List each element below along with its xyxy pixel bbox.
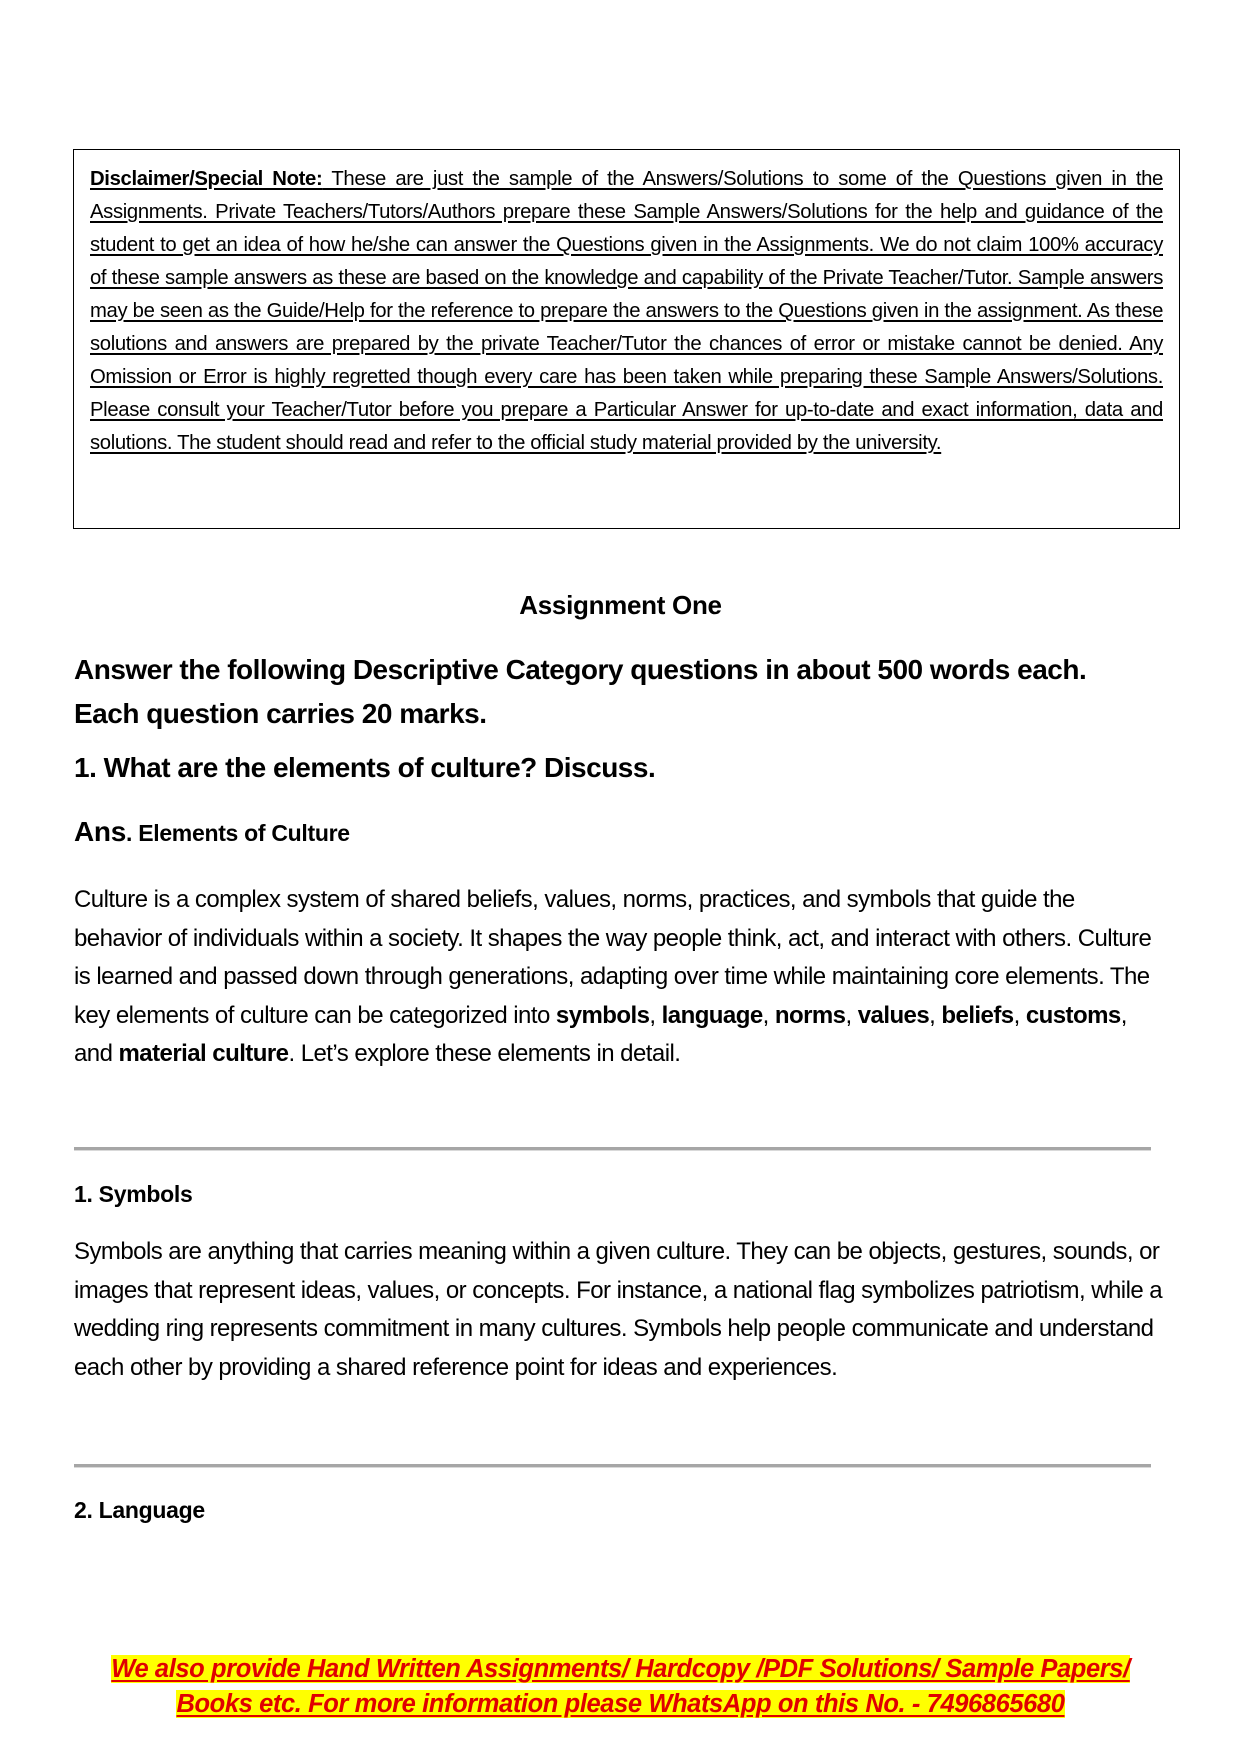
term-symbols: symbols (555, 1001, 650, 1029)
term-language: language (661, 1001, 763, 1029)
separator: , and (74, 1001, 1127, 1067)
section-heading-language: 2. Language (74, 1497, 205, 1523)
answer-title: Elements of Culture (138, 820, 350, 846)
promo-line-2: Books etc. For more information please WhatsApp on this No. - 7496865680 (176, 1690, 1065, 1718)
answer-prefix: Ans (74, 816, 126, 847)
intro-text-end: . Let’s explore these elements in detail. (288, 1040, 681, 1067)
separator: , (649, 1001, 662, 1029)
answer-heading (74, 816, 350, 848)
disclaimer-label: Disclaimer/Special Note: (90, 168, 323, 190)
section-divider (74, 1464, 1151, 1468)
assignment-title: Assignment One (519, 590, 722, 620)
intro-text: Culture is a complex system of shared beliefs, values, norms, practices, and symbols that guide the behavior of individuals within a society. It shapes the way people think, act, and interact with others. Culture is learned and passed down through generations, adapting over time while maintaining core elements. The key elements of culture can be categorized into (74, 886, 1152, 1029)
section-body-symbols: Symbols are anything that carries meaning within a given culture. They can be objects, gestures, sounds, or images that represent ideas, values, or concepts. For instance, a national flag symbolizes patriotism, while a wedding ring represents commitment in many cultures. Symbols help people communicate and understand each other by providing a shared reference point for ideas and experiences. (74, 1238, 1163, 1381)
term-material-culture: material culture (118, 1040, 289, 1067)
disclaimer-text (90, 163, 1163, 460)
question-1: 1. What are the elements of culture? Discuss. (74, 752, 656, 783)
separator: , (1013, 1001, 1026, 1029)
section-heading-symbols: 1. Symbols (74, 1181, 193, 1207)
separator: , (845, 1001, 858, 1029)
promo-banner (0, 1652, 1241, 1722)
intro-paragraph (74, 881, 1164, 1074)
separator: , (762, 1001, 775, 1029)
separator: , (929, 1001, 942, 1029)
disclaimer-body: These are just the sample of the Answers/Solutions to some of the Questions given in the Assignments. Private Teachers/Tutors/Authors prepare these Sample Answers/Solutions for the help and guidance of the student to get an idea of how he/she can answer the Questions given in the Assignments. We do not claim 100% accuracy of these sample answers as these are based on the knowledge and capability of the Private Teacher/Tutor. Sample answers may be seen as the Guide/Help for the reference to prepare the answers to the Questions given in the assignment. As these solutions and answers are prepared by the private Teacher/Tutor the chances of error or mistake cannot be denied. Any Omission or Error is highly regretted though every care has been taken while preparing these Sample Answers/Solutions. Please consult your Teacher/Tutor before you prepare a Particular Answer for up-to-date and exact information, data and solutions. The student should read and refer to the official study material provided by the university. (90, 168, 1163, 454)
promo-line-1: We also provide Hand Written Assignments/ Hardcopy /PDF Solutions/ Sample Papers/ (111, 1655, 1130, 1683)
term-beliefs: beliefs (941, 1001, 1014, 1029)
term-values: values (857, 1001, 930, 1029)
disclaimer-box (73, 149, 1180, 529)
section-divider (74, 1147, 1151, 1151)
term-norms: norms (774, 1001, 846, 1029)
answer-separator: . (126, 820, 139, 846)
term-customs: customs (1025, 1001, 1121, 1029)
assignment-instructions: Answer the following Descriptive Category questions in about 500 words each. Each question carries 20 marks. (74, 654, 1087, 729)
